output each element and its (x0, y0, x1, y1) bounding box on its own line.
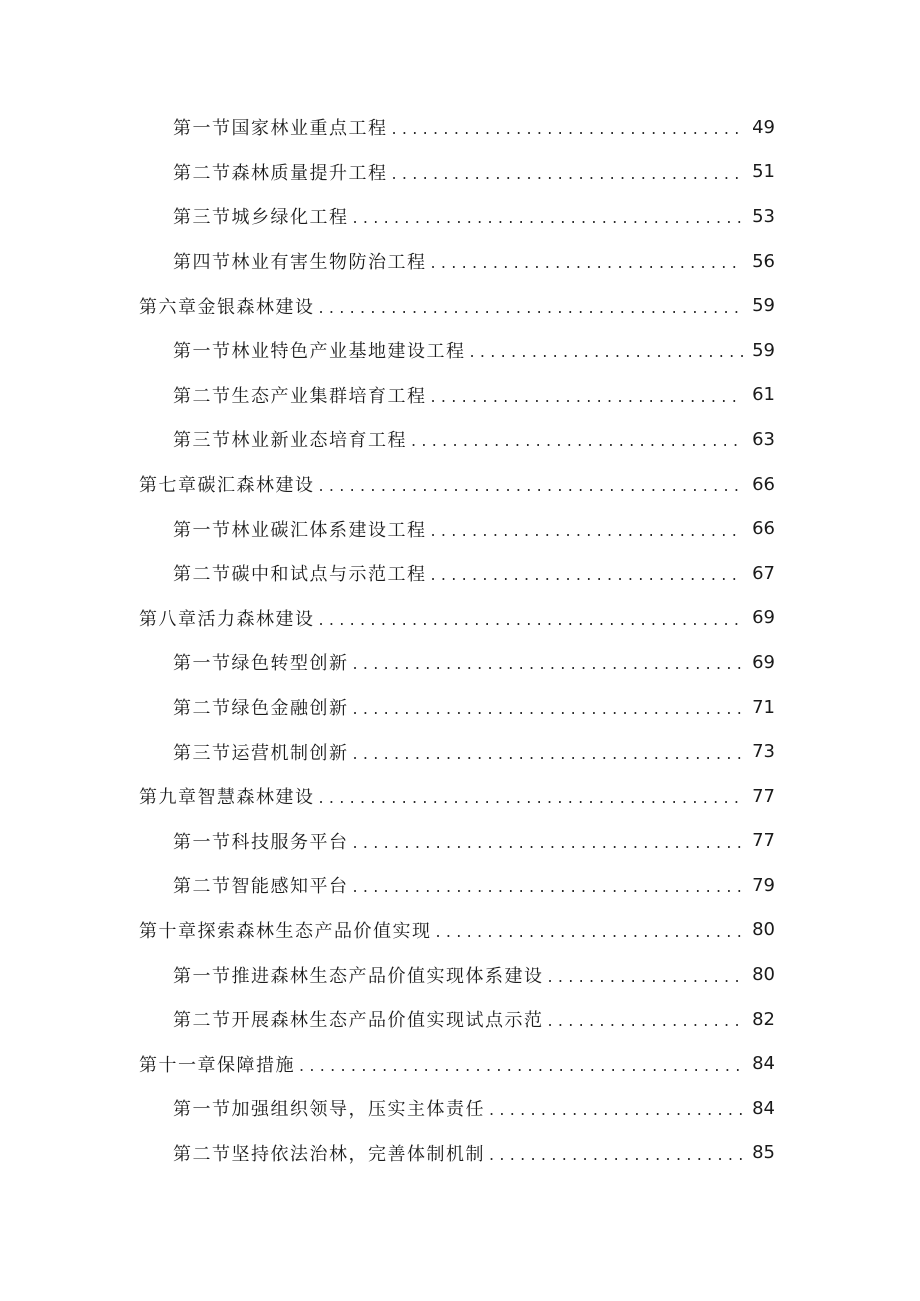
toc-entry-page: 59 (752, 295, 775, 317)
toc-entry-title: 第四节林业有害生物防治工程 (173, 252, 427, 274)
toc-entry-page: 56 (752, 250, 775, 272)
toc-entry-title: 第八章活力森林建设 (139, 608, 315, 630)
toc-entry-page: 85 (752, 1142, 775, 1164)
dot-leader (436, 921, 744, 943)
dot-leader (353, 207, 744, 229)
toc-entry-title: 第二节生态产业集群培育工程 (173, 385, 427, 407)
toc-entry-page: 77 (752, 830, 775, 852)
toc-entry[interactable] (0, 417, 920, 462)
toc-entry-page: 84 (752, 1053, 775, 1075)
toc-entry[interactable] (0, 640, 920, 685)
dot-leader (411, 430, 743, 452)
toc-entry[interactable] (0, 1086, 920, 1131)
toc-entry-title: 第三节城乡绿化工程 (173, 207, 349, 229)
toc-entry-page: 66 (752, 518, 775, 540)
toc-entry-page: 82 (752, 1008, 775, 1030)
toc-entry-title: 第九章智慧森林建设 (139, 787, 315, 809)
table-of-contents (0, 105, 920, 1175)
dot-leader (548, 966, 744, 988)
dot-leader (353, 876, 744, 898)
toc-entry[interactable] (0, 506, 920, 551)
dot-leader (548, 1010, 744, 1032)
toc-entry[interactable] (0, 239, 920, 284)
toc-entry-title: 第一节绿色转型创新 (173, 653, 349, 675)
dot-leader (319, 787, 744, 809)
toc-entry-title: 第七章碳汇森林建设 (139, 475, 315, 497)
dot-leader (353, 698, 744, 720)
toc-entry[interactable] (0, 685, 920, 730)
toc-entry-page: 84 (752, 1097, 775, 1119)
toc-entry-title: 第一节林业碳汇体系建设工程 (173, 519, 427, 541)
dot-leader (431, 252, 744, 274)
toc-entry-page: 49 (752, 116, 775, 138)
toc-entry-title: 第二节绿色金融创新 (173, 698, 349, 720)
toc-chapter-entry[interactable] (0, 774, 920, 819)
toc-entry-title: 第十一章保障措施 (139, 1054, 295, 1076)
toc-entry-title: 第三节运营机制创新 (173, 742, 349, 764)
toc-entry-page: 80 (752, 964, 775, 986)
dot-leader (431, 386, 744, 408)
toc-entry-title: 第三节林业新业态培育工程 (173, 430, 407, 452)
toc-entry[interactable] (0, 105, 920, 150)
toc-entry-page: 71 (752, 696, 775, 718)
toc-entry-title: 第一节加强组织领导，压实主体责任 (173, 1099, 485, 1121)
toc-entry[interactable] (0, 1131, 920, 1176)
toc-entry[interactable] (0, 819, 920, 864)
toc-entry-page: 61 (752, 384, 775, 406)
toc-entry-title: 第二节碳中和试点与示范工程 (173, 564, 427, 586)
toc-entry-title: 第一节林业特色产业基地建设工程 (173, 341, 466, 363)
toc-entry[interactable] (0, 194, 920, 239)
dot-leader (470, 341, 744, 363)
toc-chapter-entry[interactable] (0, 1041, 920, 1086)
toc-entry[interactable] (0, 150, 920, 195)
toc-entry-page: 51 (752, 161, 775, 183)
toc-chapter-entry[interactable] (0, 462, 920, 507)
toc-entry[interactable] (0, 729, 920, 774)
dot-leader (431, 564, 744, 586)
toc-entry-title: 第六章金银森林建设 (139, 296, 315, 318)
dot-leader (299, 1055, 743, 1077)
dot-leader (353, 832, 744, 854)
toc-entry-page: 79 (752, 874, 775, 896)
toc-entry[interactable] (0, 373, 920, 418)
toc-entry-page: 66 (752, 473, 775, 495)
toc-entry-page: 69 (752, 607, 775, 629)
toc-entry-title: 第十章探索森林生态产品价值实现 (139, 920, 432, 942)
toc-entry-page: 53 (752, 205, 775, 227)
toc-entry-page: 73 (752, 741, 775, 763)
dot-leader (319, 475, 744, 497)
dot-leader (319, 609, 744, 631)
dot-leader (392, 163, 744, 185)
toc-entry-title: 第二节森林质量提升工程 (173, 162, 388, 184)
dot-leader (431, 520, 744, 542)
toc-entry[interactable] (0, 863, 920, 908)
toc-entry[interactable] (0, 328, 920, 373)
dot-leader (489, 1144, 743, 1166)
toc-chapter-entry[interactable] (0, 908, 920, 953)
toc-entry-title: 第一节科技服务平台 (173, 831, 349, 853)
toc-entry-page: 67 (752, 562, 775, 584)
toc-entry[interactable] (0, 551, 920, 596)
toc-entry-page: 80 (752, 919, 775, 941)
toc-entry-title: 第二节开展森林生态产品价值实现试点示范 (173, 1010, 544, 1032)
toc-entry-page: 63 (752, 428, 775, 450)
dot-leader (319, 297, 744, 319)
toc-entry-page: 69 (752, 651, 775, 673)
dot-leader (353, 743, 744, 765)
dot-leader (353, 653, 744, 675)
toc-entry-title: 第一节国家林业重点工程 (173, 118, 388, 140)
dot-leader (392, 118, 744, 140)
toc-entry-title: 第二节坚持依法治林，完善体制机制 (173, 1143, 485, 1165)
toc-entry-page: 59 (752, 339, 775, 361)
toc-entry[interactable] (0, 952, 920, 997)
toc-chapter-entry[interactable] (0, 596, 920, 641)
dot-leader (489, 1099, 743, 1121)
toc-entry-title: 第一节推进森林生态产品价值实现体系建设 (173, 965, 544, 987)
toc-entry-page: 77 (752, 785, 775, 807)
toc-entry-title: 第二节智能感知平台 (173, 876, 349, 898)
toc-entry[interactable] (0, 997, 920, 1042)
toc-chapter-entry[interactable] (0, 283, 920, 328)
